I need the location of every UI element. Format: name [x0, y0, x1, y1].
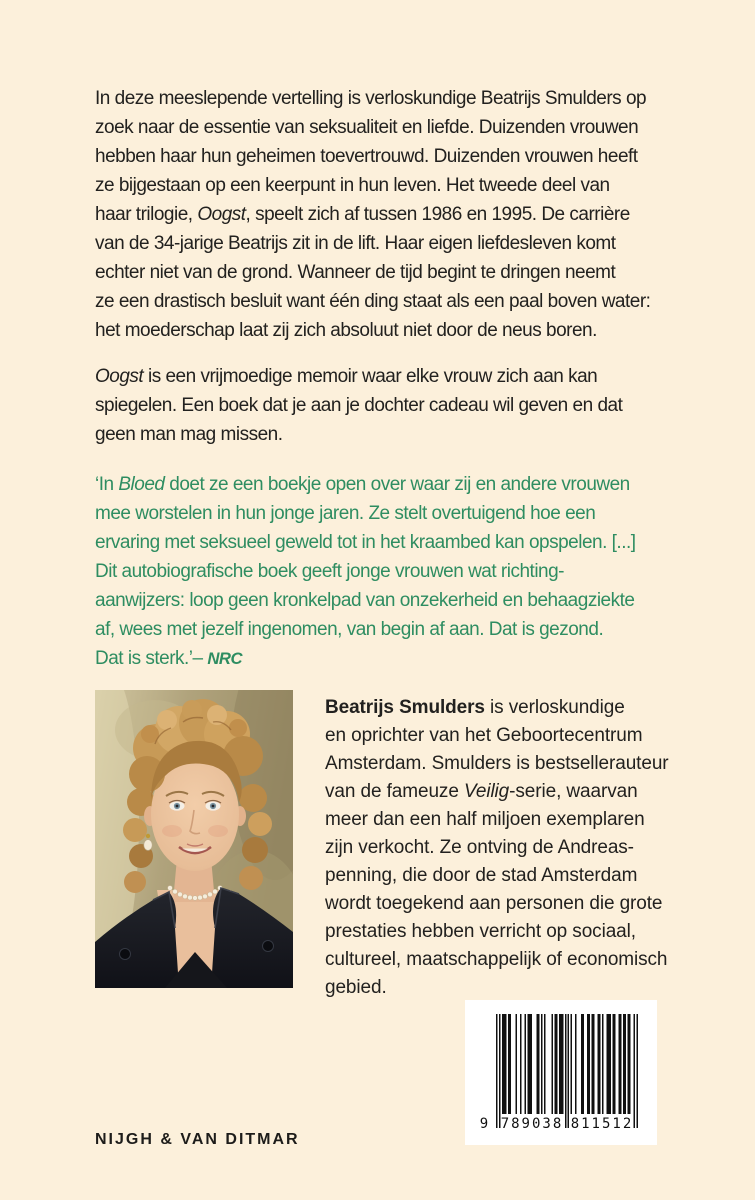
barcode-bars: [496, 1014, 638, 1128]
author-photo-illustration: [95, 690, 293, 988]
barcode-digits-group1: 789038: [500, 1116, 564, 1132]
synopsis-paragraph-1: In deze meeslepende vertelling is verloskundige Beatrijs Smulders op zoek naar de essentie van seksualiteit en liefde. Duizenden vrouwen hebben haar hun geheimen toevertrouwd. Duizenden vrouwen heeft ze bijgestaan op een keerpunt in hun leven. Het tweede deel van haar trilogie, Oogst, speelt zich af tussen 1986 en 1995. De carrière van de 34-jarige Beatrijs zit in de lift. Haar eigen liefdesleven komt echter niet van de grond. Wanneer de tijd begint te dringen neemt ze een drastisch besluit want één ding staat als een paal boven water: het moederschap laat zij zich absoluut niet door de neus boren.: [95, 88, 651, 341]
author-bio: Beatrijs Smulders is verloskundige en oprichter van het Geboortecentrum Amsterdam. Smulders is bestsellerauteur van de fameuze Veilig-serie, waarvan meer dan een half miljoen exemplaren zijn verkocht. Ze ontving de Andreas- penning, die door de stad Amsterdam wordt toegekend aan personen die grote prestaties hebben verricht op sociaal, cultureel, maatschappelijk of economisch gebied.: [325, 697, 669, 998]
review-quote: ‘In Bloed doet ze een boekje open over waar zij en andere vrouwen mee worstelen in hun jonge jaren. Ze stelt overtuigend hoe een ervaring met seksueel geweld tot in het kraambed kan opspelen. [...] Dit autobiografische boek geeft jonge vrouwen wat richting- aanwijzers: loop geen kronkelpad van onzekerheid en behaagziekte af, wees met jezelf ingenomen, van begin af aan. Dat is gezond. Dat is sterk.’– NRC: [95, 474, 636, 669]
publisher-imprint: NIJGH & VAN DITMAR: [95, 1131, 300, 1148]
barcode-digit-first: 9: [479, 1116, 489, 1132]
synopsis-paragraph-2: Oogst is een vrijmoedige memoir waar elke vrouw zich aan kan spiegelen. Een boek dat je aan je dochter cadeau wil geven en dat geen man mag missen.: [95, 366, 623, 445]
barcode-digits-group2: 811512: [570, 1116, 634, 1132]
author-photo: [95, 690, 293, 988]
barcode: [465, 1000, 657, 1145]
